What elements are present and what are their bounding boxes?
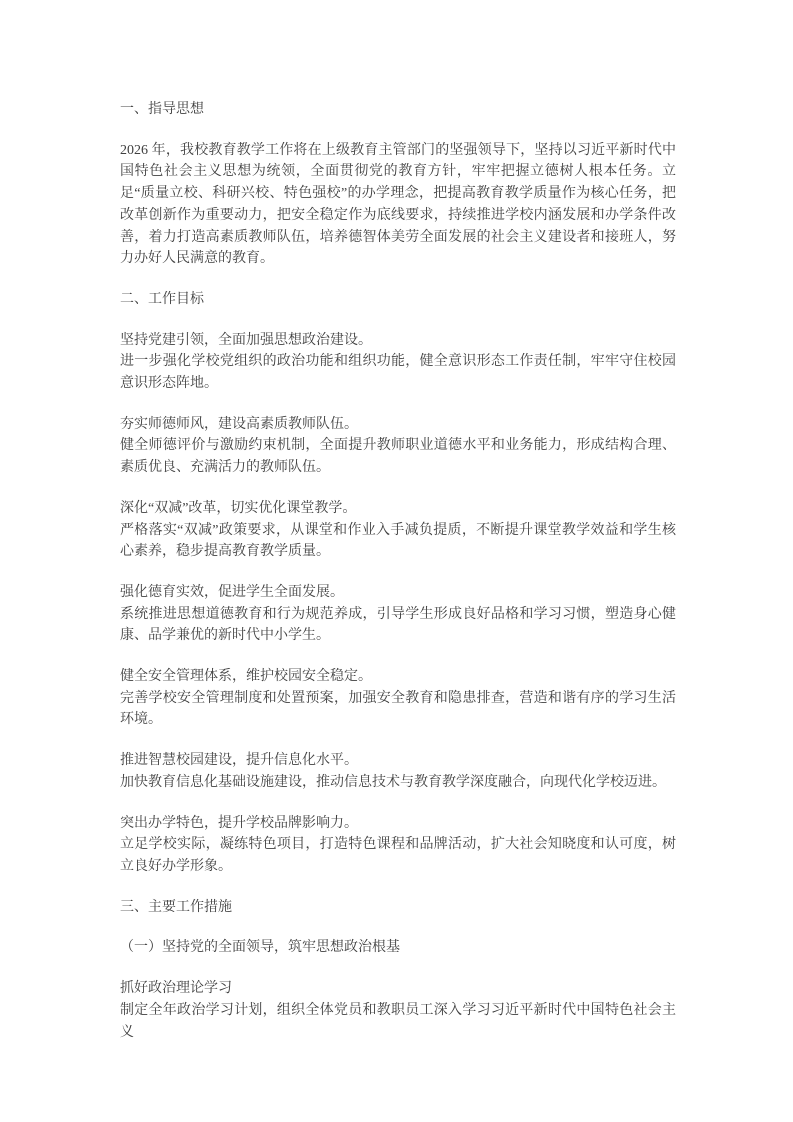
goal-block — [120, 750, 676, 793]
goal-body: 严格落实“双减”政策要求，从课堂和作业入手减负提质，不断提升课堂教学效益和学生核心素养，稳步提高教育教学质量。 — [120, 522, 676, 560]
goal-block — [120, 813, 676, 878]
section-heading: 二、工作目标 — [120, 291, 204, 307]
goal-body: 加快教育信息化基础设施建设，推动信息技术与教育教学深度融合，向现代化学校迈进。 — [120, 774, 666, 790]
goal-block — [120, 978, 676, 1043]
document-content — [120, 99, 676, 1062]
goal-block — [120, 582, 676, 647]
goal-block — [120, 330, 676, 395]
section-heading: 三、主要工作措施 — [120, 899, 232, 915]
goal-title: 抓好政治理论学习 — [120, 981, 232, 997]
section-heading: 一、指导思想 — [120, 102, 204, 117]
sub-heading: （一）坚持党的全面领导，筑牢思想政治根基 — [120, 940, 400, 956]
goal-title: 健全安全管理体系，维护校园安全稳定。 — [120, 669, 372, 685]
goal-body: 立足学校实际，凝练特色项目，打造特色课程和品牌活动，扩大社会知晓度和认可度，树立良好办学形象。 — [120, 837, 676, 874]
goal-title: 坚持党建引领，全面加强思想政治建设。 — [120, 332, 372, 348]
goal-title: 强化德育实效，促进学生全面发展。 — [120, 584, 344, 600]
goal-title: 推进智慧校园建设，提升信息化水平。 — [120, 753, 358, 769]
goal-body: 进一步强化学校党组织的政治功能和组织功能，健全意识形态工作责任制，牢牢守住校园意识形态阵地。 — [120, 354, 676, 392]
goal-block — [120, 498, 676, 563]
paragraph: 2026 年，我校教育教学工作将在上级教育主管部门的坚强领导下，坚持以习近平新时代中国特色社会主义思想为统领，全面贯彻党的教育方针，牢牢把握立德树人根本任务。立足“质量立校、科研兴校、特色强校”的办学理念，把提高教育教学质量作为核心任务，把改革创新作为重要动力，把安全稳定作为底线要求，持续推进学校内涵发展和办学条件改善，着力打造高素质教师队伍，培养德智体美劳全面发展的社会主义建设者和接班人，努力办好人民满意的教育。 — [120, 142, 676, 267]
goal-title: 突出办学特色，提升学校品牌影响力。 — [120, 815, 358, 831]
goal-title: 深化“双减”改革，切实优化课堂教学。 — [120, 500, 357, 516]
goal-body: 系统推进思想道德教育和行为规范养成，引导学生形成良好品格和学习习惯，塑造身心健康、品学兼优的新时代中小学生。 — [120, 606, 676, 644]
goal-body: 健全师德评价与激励约束机制，全面提升教师职业道德水平和业务能力，形成结构合理、素质优良、充满活力的教师队伍。 — [120, 438, 676, 476]
goal-title: 夯实师德师风，建设高素质教师队伍。 — [120, 416, 358, 432]
goal-block — [120, 414, 676, 479]
goal-block — [120, 666, 676, 731]
goal-body: 制定全年政治学习计划，组织全体党员和教职员工深入学习习近平新时代中国特色社会主义 — [120, 1002, 676, 1040]
goal-body: 完善学校安全管理制度和处置预案，加强安全教育和隐患排查，营造和谐有序的学习生活环境。 — [120, 690, 676, 728]
